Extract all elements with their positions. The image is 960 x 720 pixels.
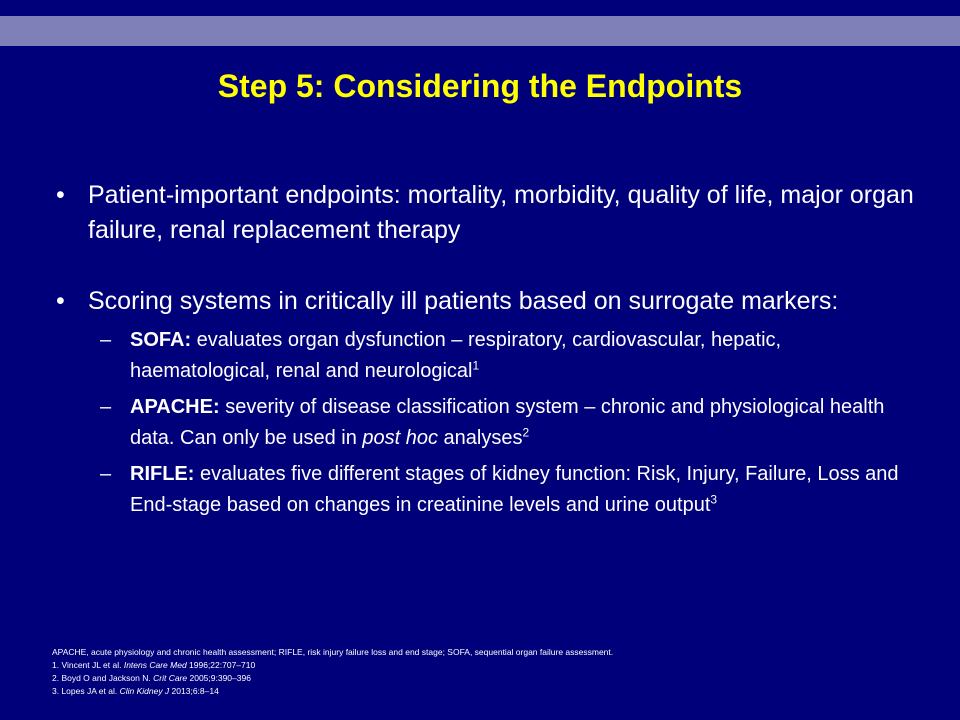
- bullet-scoring-systems: [56, 284, 916, 319]
- bullet-endpoints: [56, 178, 916, 248]
- dash-marker: –: [100, 396, 112, 418]
- reference-authors: 2. Boyd O and Jackson N.: [52, 673, 154, 683]
- reference-mark: 1: [472, 358, 480, 373]
- scoring-subitems: [56, 325, 916, 521]
- subitem-term: RIFLE:: [130, 463, 195, 485]
- subitem-sofa: [56, 325, 916, 387]
- reference-journal: Intens Care Med: [123, 660, 187, 670]
- reference-journal: Crit Care: [153, 673, 188, 683]
- subitem-term: SOFA:: [130, 329, 192, 351]
- subitem-text-after: analyses: [438, 427, 523, 449]
- subitem-term: APACHE:: [130, 396, 220, 418]
- subitem-italic: post hoc: [362, 427, 438, 449]
- footnotes: [52, 646, 912, 698]
- reference-2: [52, 672, 912, 685]
- slide-title: Step 5: Considering the Endpoints: [217, 68, 743, 104]
- dash-marker: –: [100, 463, 112, 485]
- reference-citation: 2005;9:390–396: [187, 673, 251, 683]
- subitem-apache: [56, 392, 916, 454]
- bullet-text: Patient-important endpoints: mortality, morbidity, quality of life, major organ failure, renal replacement therapy: [88, 181, 914, 244]
- reference-1: [52, 659, 912, 672]
- reference-3: [52, 685, 912, 698]
- bullet-marker: •: [56, 181, 65, 209]
- subitem-text: evaluates organ dysfunction – respiratory, cardiovascular, hepatic, haematological, renal and neurological: [130, 329, 782, 382]
- bullet-text: Scoring systems in critically ill patients based on surrogate markers:: [88, 287, 839, 315]
- top-band: [0, 0, 960, 16]
- slide-content: [56, 178, 916, 521]
- subitem-text: evaluates five different stages of kidney function: Risk, Injury, Failure, Loss and End-stage based on changes in creatinine levels and urine output: [130, 463, 899, 516]
- reference-mark: 3: [710, 492, 718, 507]
- subitem-text: severity of disease classification system – chronic and physiological health data. Can only be used in: [130, 396, 885, 449]
- reference-journal: Clin Kidney J: [119, 686, 170, 696]
- bullet-marker: •: [56, 287, 65, 315]
- abbreviations-note: APACHE, acute physiology and chronic health assessment; RIFLE, risk injury failure loss and end stage; SOFA, sequential organ failure assessment.: [52, 647, 614, 657]
- reference-authors: 1. Vincent JL et al.: [52, 660, 124, 670]
- subitem-rifle: [56, 459, 916, 521]
- header-bar: [0, 16, 960, 46]
- reference-authors: 3. Lopes JA et al.: [52, 686, 120, 696]
- reference-citation: 2013;6:8–14: [169, 686, 219, 696]
- dash-marker: –: [100, 329, 112, 351]
- reference-citation: 1996;22:707–710: [186, 660, 256, 670]
- reference-mark: 2: [522, 425, 530, 440]
